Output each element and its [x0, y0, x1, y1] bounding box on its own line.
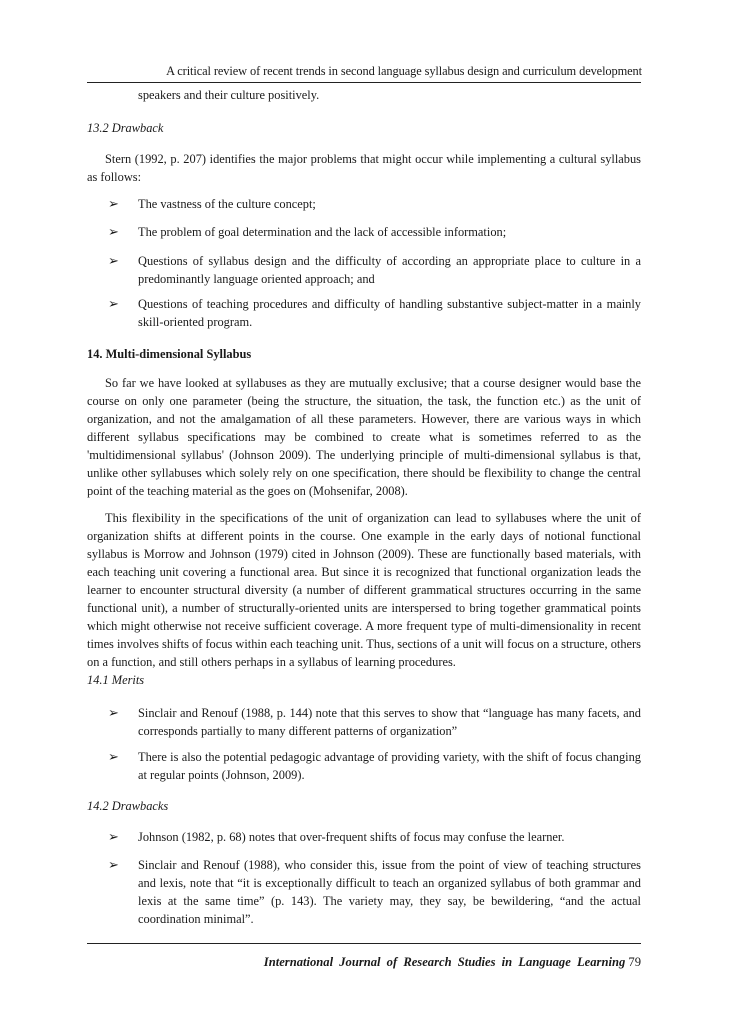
paragraph-14-1: So far we have looked at syllabuses as they are mutually exclusive; that a course designer would base the course on only one parameter (being the structure, the situation, the task, the function etc.) as the unit of organization, and not the amalgamation of all these parameters. However, there are various ways in which different syllabus specifications may be combined to create what is sometimes referred to as the 'multidimensional syllabus' (Johnson 2009). The underlying principle of multi-dimensional syllabus is that, unlike other syllabuses which solely rely on one specification, there should be flexibility to change the central point of the teaching material as the goes on (Mohsenifar, 2008).	[87, 376, 641, 498]
arrow-bullet-icon: ➢	[108, 749, 119, 764]
header-divider	[87, 82, 641, 83]
arrow-bullet-icon: ➢	[108, 224, 119, 239]
arrow-bullet-icon: ➢	[108, 196, 119, 211]
list-item: There is also the potential pedagogic advantage of providing variety, with the shift of focus changing at regular points (Johnson, 2009).	[138, 750, 641, 782]
arrow-bullet-icon: ➢	[108, 705, 119, 720]
paragraph-14-2: This flexibility in the specifications of the unit of organization can lead to syllabuses where the unit of organization shifts at different points in the course. One example in the early days of notional functional syllabus is Morrow and Johnson (1979) cited in Johnson (2009). These are functionally based materials, with each teaching unit covering a functional area. But since it is recognized that functional organization leads the learner to encounter structural diversity (a number of different grammatical structures occurring in the same functional unit), a number of structurally-oriented units are interspersed to bring together grammatical points which might otherwise not receive sufficient coverage. A more frequent type of multi-dimensionality in recent times involves shifts of focus within each teaching unit. Thus, sections of a unit will focus on a structure, others on a function, and still others perhaps in a syllabus of learning procedures.	[87, 511, 641, 669]
section-heading-14-2: 14.2 Drawbacks	[87, 799, 169, 813]
footer-divider	[87, 943, 641, 944]
page-footer	[264, 955, 641, 970]
list-item: Sinclair and Renouf (1988, p. 144) note that this serves to show that “language has many facets, and corresponds partially to many different patterns of organization”	[138, 706, 641, 738]
list-item: Johnson (1982, p. 68) notes that over-frequent shifts of focus may confuse the learner.	[138, 830, 565, 844]
running-header: A critical review of recent trends in second language syllabus design and curriculum development	[166, 64, 642, 78]
paragraph-13-2-intro: Stern (1992, p. 207) identifies the major problems that might occur while implementing a cultural syllabus as follows:	[87, 152, 641, 184]
arrow-bullet-icon: ➢	[108, 253, 119, 268]
list-item: Questions of teaching procedures and difficulty of handling substantive subject-matter in a mainly skill-oriented program.	[138, 297, 641, 329]
arrow-bullet-icon: ➢	[108, 857, 119, 872]
list-item: The vastness of the culture concept;	[138, 197, 316, 211]
journal-name: International Journal of Research Studies in Language Learning	[263, 955, 626, 969]
arrow-bullet-icon: ➢	[108, 296, 119, 311]
arrow-bullet-icon: ➢	[108, 829, 119, 844]
list-item: Sinclair and Renouf (1988), who consider this, issue from the point of view of teaching structures and lexis, note that “it is exceptionally difficult to teach an organized syllabus of both grammar and lexis at the same time” (p. 143). The variety may, they say, be bewildering, “and the actual coordination minimal”.	[138, 858, 641, 926]
page-number: 79	[628, 955, 641, 969]
continuation-text: speakers and their culture positively.	[138, 88, 320, 102]
section-heading-14-1: 14.1 Merits	[87, 673, 145, 687]
list-item: The problem of goal determination and the lack of accessible information;	[138, 225, 507, 239]
section-heading-13-2: 13.2 Drawback	[87, 121, 164, 135]
list-item: Questions of syllabus design and the difficulty of according an appropriate place to culture in a predominantly language oriented approach; and	[138, 254, 641, 286]
section-heading-14: 14. Multi-dimensional Syllabus	[87, 347, 252, 361]
